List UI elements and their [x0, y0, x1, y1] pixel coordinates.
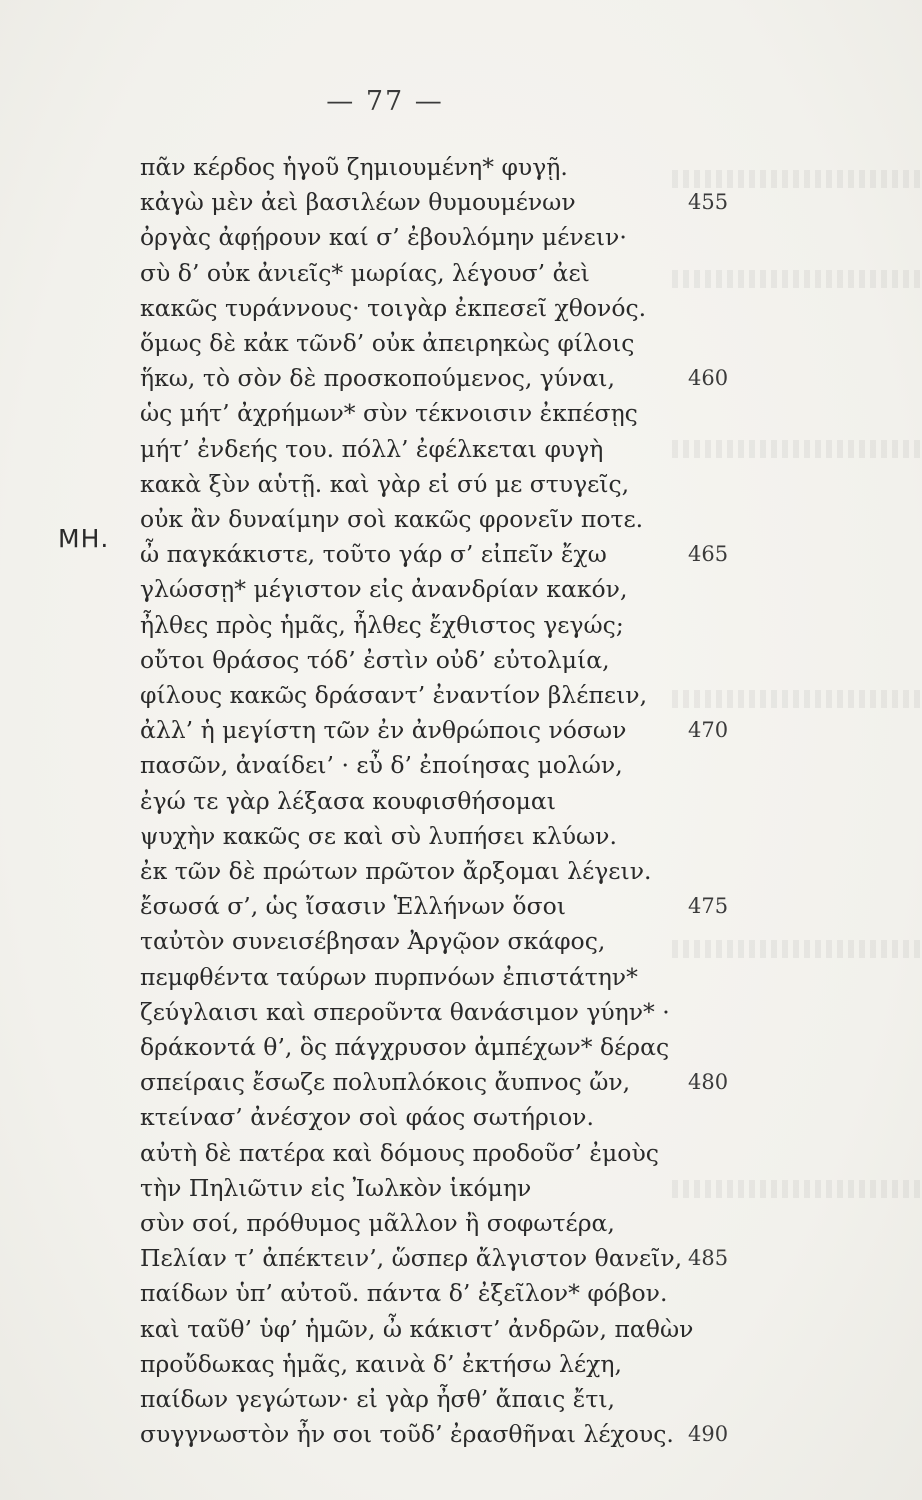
verse-line: ψυχὴν κακῶς σε καὶ σὺ λυπήσει κλύων. [140, 822, 617, 850]
verse-line: ἐγώ τε γὰρ λέξασα κουφισθήσομαι [140, 787, 557, 815]
verse-line: κτείνασ’ ἀνέσχον σοὶ φάος σωτήριον. [140, 1103, 594, 1131]
verse-line: ταὐτὸν συνεισέβησαν Ἀργῷον σκάφος, [140, 927, 606, 955]
verse-line: σὺν σοί, πρόθυμος μᾶλλον ἢ σοφωτέρα, [140, 1209, 615, 1237]
verse-line: πᾶν κέρδος ἡγοῦ ζημιουμένη* φυγῇ. [140, 153, 568, 181]
verse-line: παίδων ὑπ’ αὐτοῦ. πάντα δ’ ἐξεῖλον* φόβον. [140, 1279, 668, 1307]
verse-line: γλώσσῃ* μέγιστον εἰς ἀνανδρίαν κακόν, [140, 575, 628, 603]
verse-line: Πελίαν τ’ ἀπέκτειν’, ὥσπερ ἄλγιστον θανεῖν, [140, 1244, 683, 1272]
verse-line: ἥκω, τὸ σὸν δὲ προσκοπούμενος, γύναι, [140, 364, 615, 392]
line-number: 475 [688, 894, 729, 918]
verse-line: ὦ παγκάκιστε, τοῦτο γάρ σ’ εἰπεῖν ἔχω [140, 540, 607, 568]
verse-line: φίλους κακῶς δράσαντ’ ἐναντίον βλέπειν, [140, 681, 648, 709]
verse-line: πεμφθέντα ταύρων πυρπνόων ἐπιστάτην* [140, 963, 638, 991]
verse-line: ἦλθες πρὸς ἡμᾶς, ἦλθες ἔχθιστος γεγώς; [140, 611, 624, 639]
line-number: 480 [688, 1070, 729, 1094]
line-number: 455 [688, 190, 729, 214]
verse-line: ἐκ τῶν δὲ πρώτων πρῶτον ἄρξομαι λέγειν. [140, 857, 652, 885]
line-number: 470 [688, 718, 729, 742]
verse-line: καὶ ταῦθ’ ὑφ’ ἡμῶν, ὦ κάκιστ’ ἀνδρῶν, παθὼν [140, 1315, 694, 1343]
verse-line: σπείραις ἔσωζε πολυπλόκοις ἄυπνος ὤν, [140, 1068, 631, 1096]
verse-line: ἀλλ’ ἡ μεγίστη τῶν ἐν ἀνθρώποις νόσων [140, 716, 627, 744]
line-number: 460 [688, 366, 729, 390]
verse-line: τὴν Πηλιῶτιν εἰς Ἰωλκὸν ἱκόμην [140, 1174, 532, 1202]
verse-line: ὀργὰς ἀφῄρουν καί σ’ ἐβουλόμην μένειν· [140, 223, 627, 251]
speaker-label: ΜΗ. [58, 524, 110, 553]
verse-line: ζεύγλαισι καὶ σπεροῦντα θανάσιμον γύην* · [140, 998, 670, 1026]
verse-line: ὡς μήτ’ ἀχρήμων* σὺν τέκνοισιν ἐκπέσῃς [140, 399, 638, 427]
verse-line: προὔδωκας ἡμᾶς, καινὰ δ’ ἐκτήσω λέχη, [140, 1350, 622, 1378]
verse-line: παίδων γεγώτων· εἰ γὰρ ἦσθ’ ἄπαις ἔτι, [140, 1385, 616, 1413]
page-number: — 77 — [326, 86, 444, 117]
verse-line: σὺ δ’ οὐκ ἀνιεῖς* μωρίας, λέγουσ’ ἀεὶ [140, 259, 590, 287]
verse-line: οὔτοι θράσος τόδ’ ἐστὶν οὐδ’ εὐτολμία, [140, 646, 610, 674]
line-number: 485 [688, 1246, 729, 1270]
verse-line: συγγνωστὸν ἦν σοι τοῦδ’ ἐρασθῆναι λέχους. [140, 1420, 674, 1448]
verse-line: κακῶς τυράννους· τοιγὰρ ἐκπεσεῖ χθονός. [140, 294, 647, 322]
verse-line: ὅμως δὲ κἀκ τῶνδ’ οὐκ ἀπειρηκὼς φίλοις [140, 329, 635, 357]
line-number: 490 [688, 1422, 729, 1446]
verse-line: αὐτὴ δὲ πατέρα καὶ δόμους προδοῦσ’ ἐμοὺς [140, 1139, 659, 1167]
verse-line: κακὰ ξὺν αὑτῇ. καὶ γὰρ εἰ σύ με στυγεῖς, [140, 470, 630, 498]
verse-line: μήτ’ ἐνδεής του. πόλλ’ ἐφέλκεται φυγὴ [140, 435, 604, 463]
verse-line: πασῶν, ἀναίδει’ · εὖ δ’ ἐποίησας μολών, [140, 751, 623, 779]
verse-line: κἀγὼ μὲν ἀεὶ βασιλέων θυμουμένων [140, 188, 576, 216]
verse-line: ἔσωσά σ’, ὡς ἴσασιν Ἑλλήνων ὅσοι [140, 892, 566, 920]
line-number: 465 [688, 542, 729, 566]
verse-line: οὐκ ἂν δυναίμην σοὶ κακῶς φρονεῖν ποτε. [140, 505, 644, 533]
verse-line: δράκοντά θ’, ὃς πάγχρυσον ἀμπέχων* δέρας [140, 1033, 670, 1061]
